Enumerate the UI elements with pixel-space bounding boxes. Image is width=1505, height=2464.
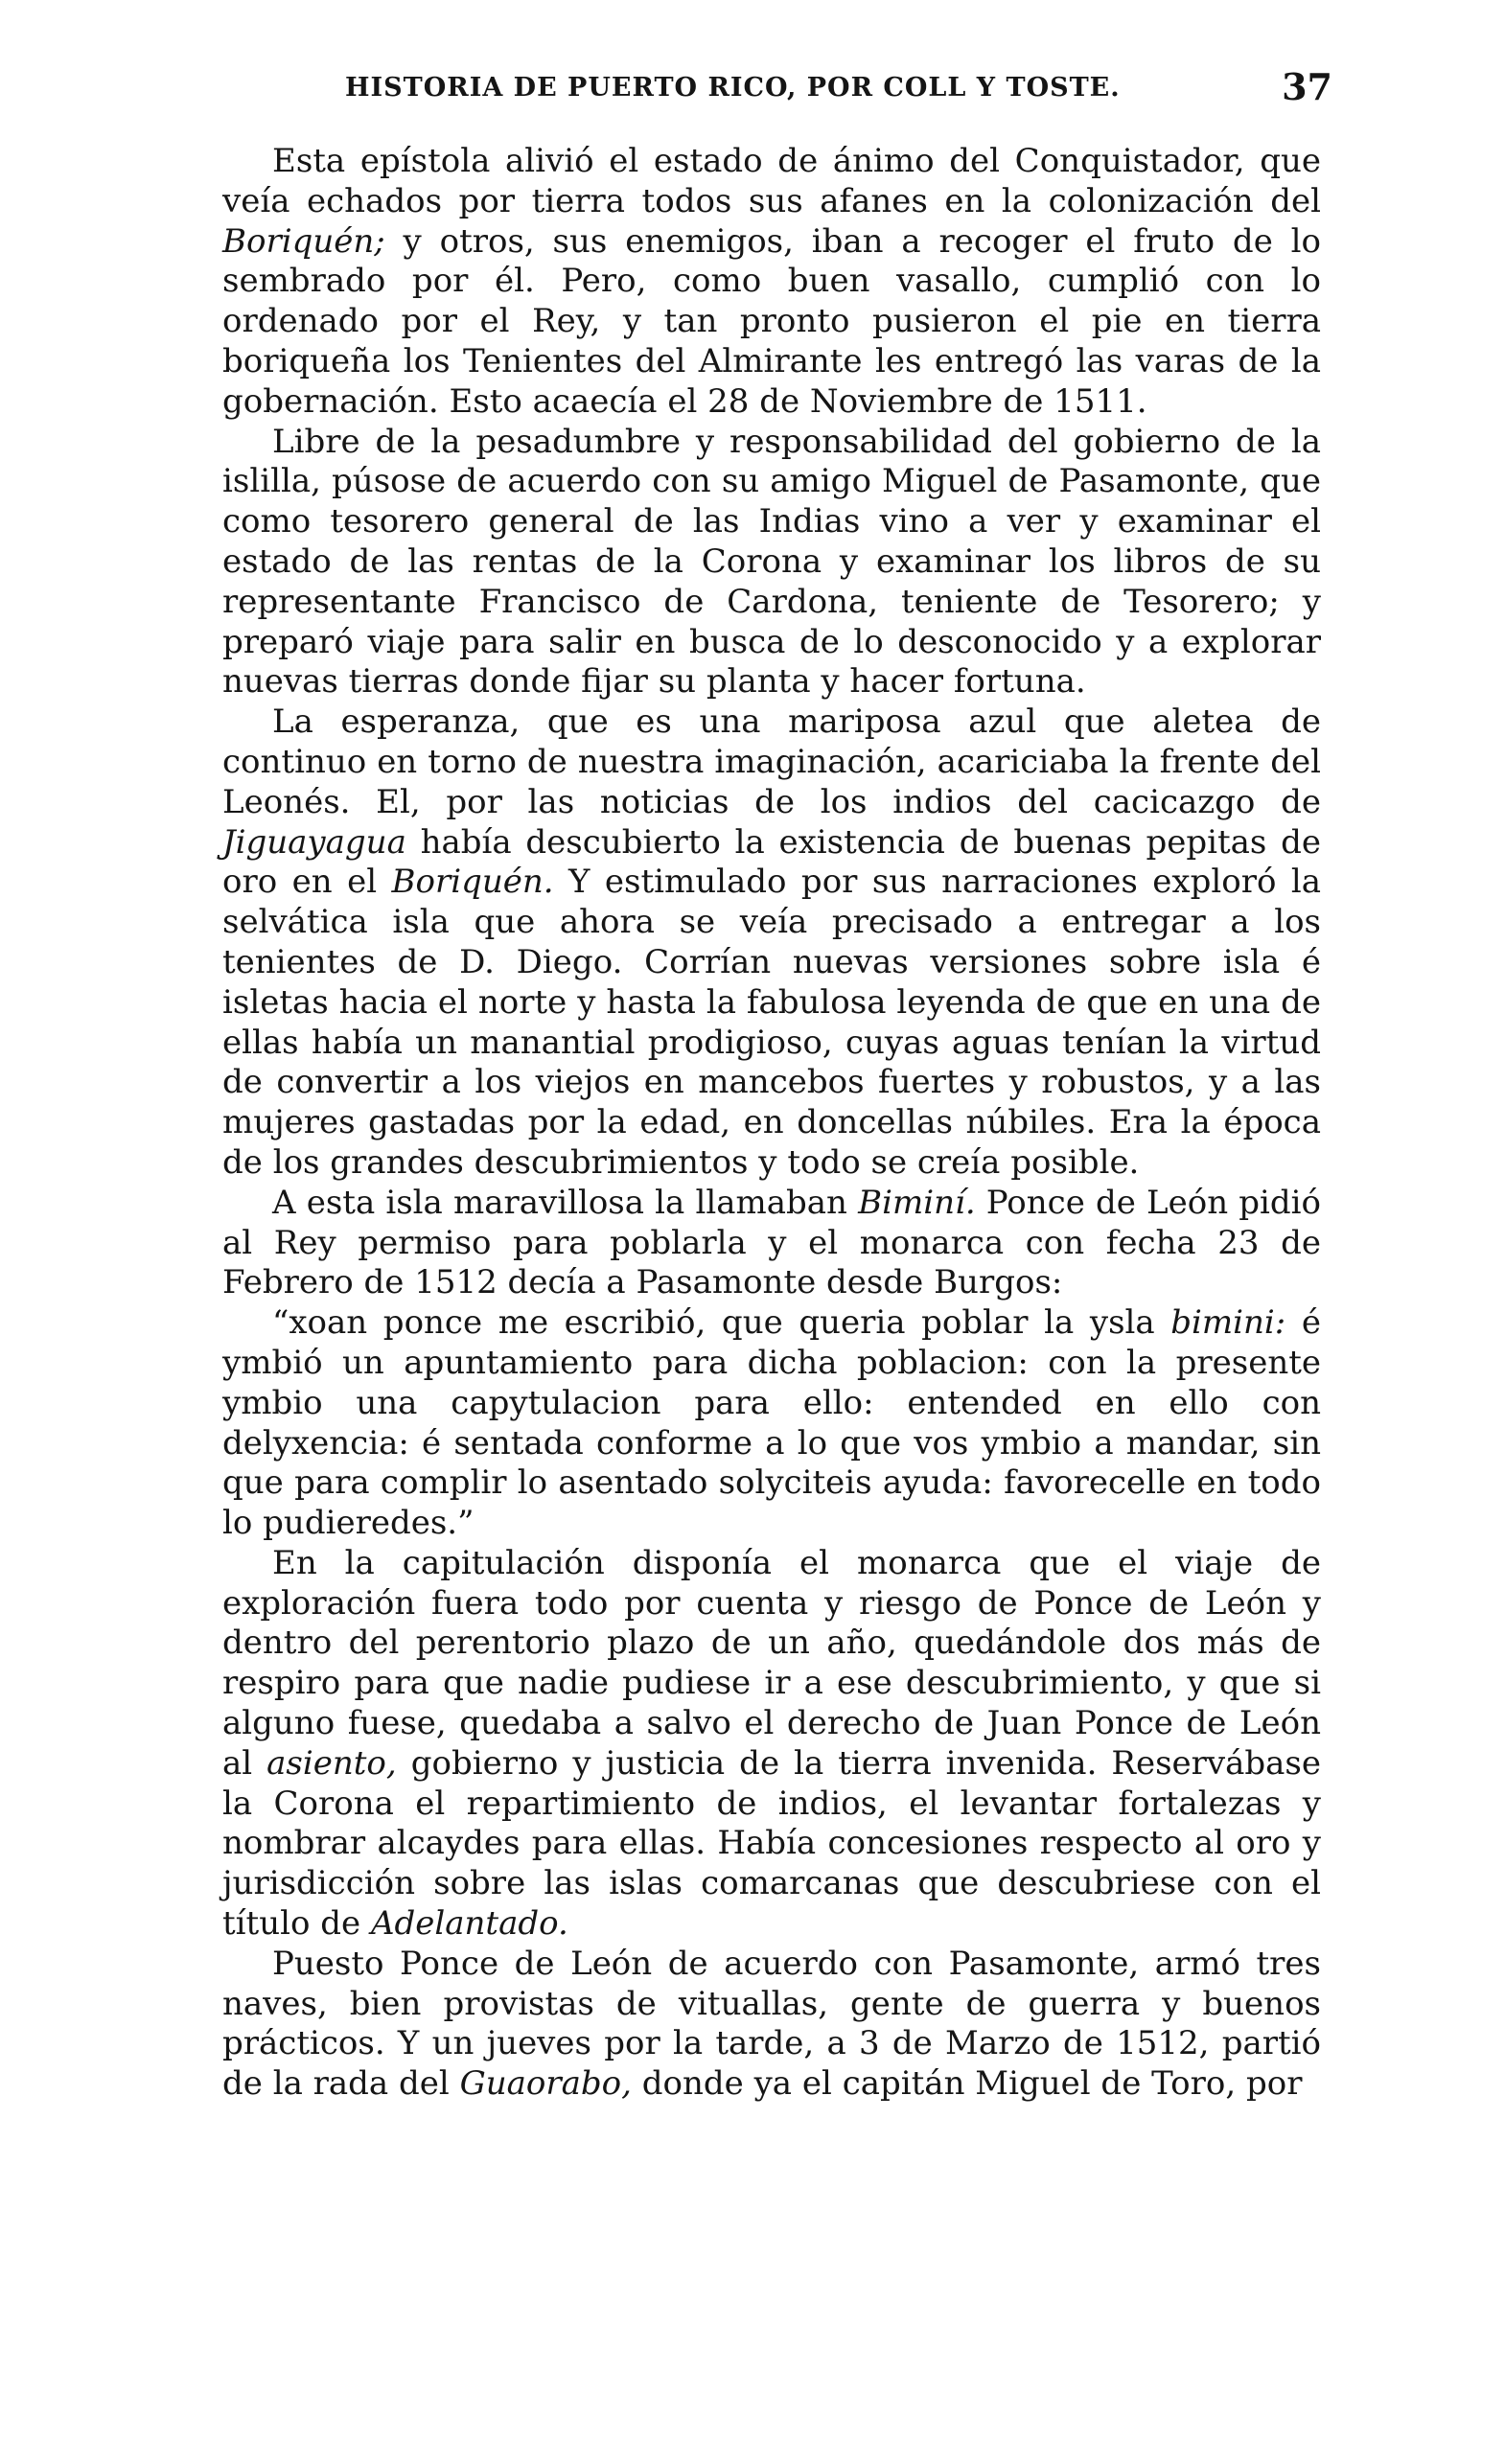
paragraph: A esta isla maravillosa la llamaban Biminí. Ponce de León pidió al Rey permiso para poblarla y el monarca con fecha 23 de Febrero de 1512 decía a Pasamonte desde Burgos: [222, 1183, 1321, 1302]
page-number: 37 [1282, 65, 1332, 108]
paragraph: En la capitulación disponía el monarca que el viaje de exploración fuera todo por cuenta y riesgo de Ponce de León y dentro del perentorio plazo de un año, quedándole dos más de respiro para que nadie pudiese ir a ese descubrimiento, y que si alguno fuese, quedaba a salvo el derecho de Juan Ponce de León al asiento, gobierno y justicia de la tierra invenida. Reservábase la Corona el repartimiento de indios, el levantar fortalezas y nombrar alcaydes para ellas. Había concesiones respecto al oro y jurisdicción sobre las islas comarcanas que descubriese con el título de Adelantado. [222, 1543, 1322, 1944]
page-header [220, 65, 1332, 123]
paragraph: La esperanza, que es una mariposa azul que aletea de continuo en torno de nuestra imaginación, acariciaba la frente del Leonés. El, por las noticias de los indios del cacicazgo de Jiguayagua había descubierto la existencia de buenas pepitas de oro en el Boriquén. Y estimulado por sus narraciones exploró la selvática isla que ahora se veía precisado a entregar a los tenientes de D. Diego. Corrían nuevas versiones sobre isla é isletas hacia el norte y hasta la fabulosa leyenda de que en una de ellas había un manantial prodigioso, cuyas aguas tenían la virtud de convertir a los viejos en mancebos fuertes y robustos, y a las mujeres gastadas por la edad, en doncellas núbiles. Era la época de los grandes descubrimientos y todo se creía posible. [222, 702, 1321, 1182]
paragraph: Libre de la pesadumbre y responsabilidad del gobierno de la islilla, púsose de acuerdo con su amigo Miguel de Pasamonte, que como tesorero general de las Indias vino a ver y examinar el estado de las rentas de la Corona y examinar los libros de su representante Francisco de Cardona, teniente de Tesorero; y preparó viaje para salir en busca de lo desconocido y a explorar nuevas tierras donde fijar su planta y hacer fortuna. [222, 422, 1321, 702]
quoted-letter: “xoan ponce me escribió, que queria poblar la ysla bimini: é ymbió un apuntamiento para dicha poblacion: con la presente ymbio una capytulacion para ello: entended en ello con delyxencia: é sentada conforme a lo que vos ymbio a mandar, sin que para complir lo asentado solyciteis ayuda: favorecelle en todo lo pudieredes.” [222, 1303, 1321, 1543]
body-text [222, 142, 1321, 2105]
paragraph: Esta epístola alivió el estado de ánimo del Conquistador, que veía echados por tierra todos sus afanes en la colonización del Boriquén; y otros, sus enemigos, iban a recoger el fruto de lo sembrado por él. Pero, como buen vasallo, cumplió con lo ordenado por el Rey, y tan pronto pusieron el pie en tierra boriqueña los Tenientes del Almirante les entregó las varas de la gobernación. Esto acaecía el 28 de Noviembre de 1511. [222, 142, 1321, 421]
paragraph: Puesto Ponce de León de acuerdo con Pasamonte, armó tres naves, bien provistas de vituallas, gente de guerra y buenos prácticos. Y un jueves por la tarde, a 3 de Marzo de 1512, partió de la rada del Guaorabo, donde ya el capitán Miguel de Toro, por [222, 1944, 1321, 2104]
running-title: HISTORIA DE PUERTO RICO, POR COLL Y TOSTE. [345, 73, 1121, 103]
